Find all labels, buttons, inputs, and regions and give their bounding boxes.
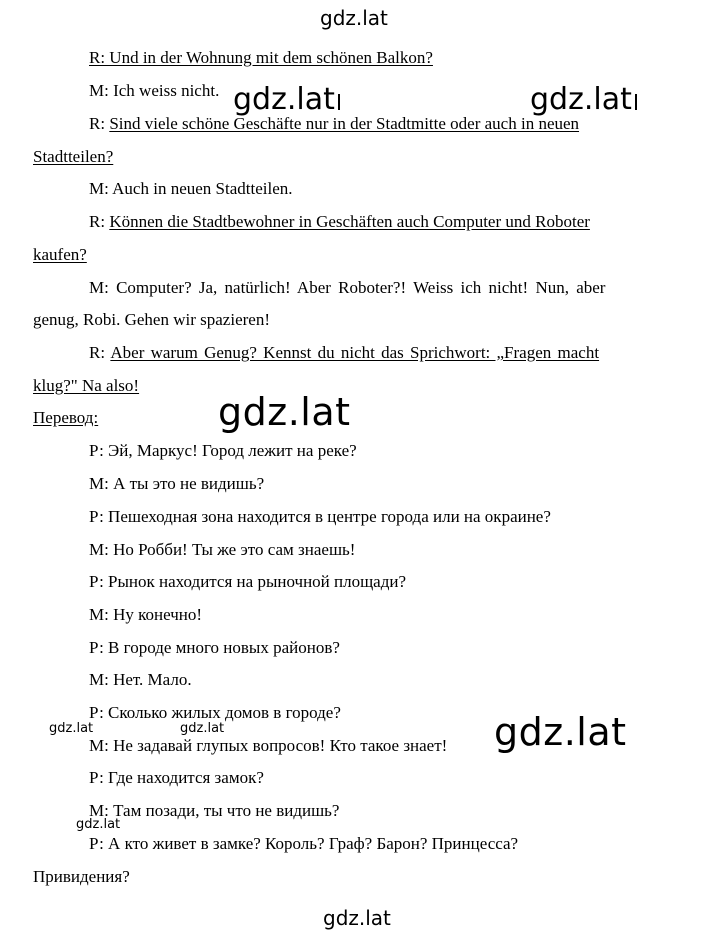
watermark: gdz.lat	[494, 710, 627, 754]
speaker-label: R:	[89, 114, 110, 133]
watermark: gdz.lat	[76, 817, 121, 832]
section-heading: Перевод:	[33, 408, 99, 427]
watermark: gdz.lat	[180, 721, 225, 736]
text-line	[89, 212, 590, 232]
underlined-text: Können die Stadtbewohner in Geschäften auch Computer und Roboter	[109, 212, 590, 231]
speaker-label: R:	[89, 212, 110, 231]
watermark-header: gdz.lat	[320, 6, 388, 30]
watermark: gdz.lat	[49, 721, 94, 736]
underlined-text: Aber warum Genug? Kennst du nicht das Sprichwort: „Fragen macht	[110, 343, 600, 362]
watermark: gdz.lat	[530, 82, 637, 117]
underlined-text: Sind viele schöne Geschäfte nur in der Stadtmitte oder auch in neuen	[109, 114, 580, 133]
text-line: Р: Рынок находится на рыночной площади?	[89, 572, 407, 591]
text-line: Р: Сколько жилых домов в городе?	[89, 703, 341, 722]
text-line: М: Не задавай глупых вопросов! Кто такое знает!	[89, 736, 448, 755]
text-line: М: Нет. Мало.	[89, 670, 192, 689]
text-line	[89, 114, 665, 134]
text-line: М: Но Робби! Ты же это сам знаешь!	[89, 540, 356, 559]
text-line: M: Auch in neuen Stadtteilen.	[89, 179, 293, 198]
watermark-footer: gdz.lat	[323, 906, 391, 930]
text-line: klug?" Na also!	[33, 376, 140, 395]
text-line: Stadtteilen?	[33, 147, 114, 166]
watermark: gdz.lat	[218, 390, 351, 434]
text-line: Р: Где находится замок?	[89, 768, 264, 787]
text-line	[89, 343, 599, 363]
text-line: kaufen?	[33, 245, 87, 264]
text-line: M: Ich weiss nicht.	[89, 81, 220, 100]
text-line: Р: Эй, Маркус! Город лежит на реке?	[89, 441, 357, 460]
text-line: genug, Robi. Gehen wir spazieren!	[33, 310, 270, 329]
text-line: M: Computer? Ja, natürlich! Aber Roboter?! Weiss ich nicht! Nun, aber	[89, 278, 606, 297]
text-line: R: Und in der Wohnung mit dem schönen Balkon?	[89, 48, 433, 67]
speaker-label: R:	[89, 343, 111, 362]
text-line: Привидения?	[33, 867, 130, 886]
text-line: Р: Пешеходная зона находится в центре города или на окраине?	[89, 507, 551, 526]
text-line: М: А ты это не видишь?	[89, 474, 265, 493]
text-line: М: Ну конечно!	[89, 605, 203, 624]
text-line: М: Там позади, ты что не видишь?	[89, 801, 340, 820]
watermark: gdz.lat	[233, 82, 340, 117]
text-line: Р: А кто живет в замке? Король? Граф? Барон? Принцесса?	[89, 834, 519, 853]
text-line: Р: В городе много новых районов?	[89, 638, 340, 657]
